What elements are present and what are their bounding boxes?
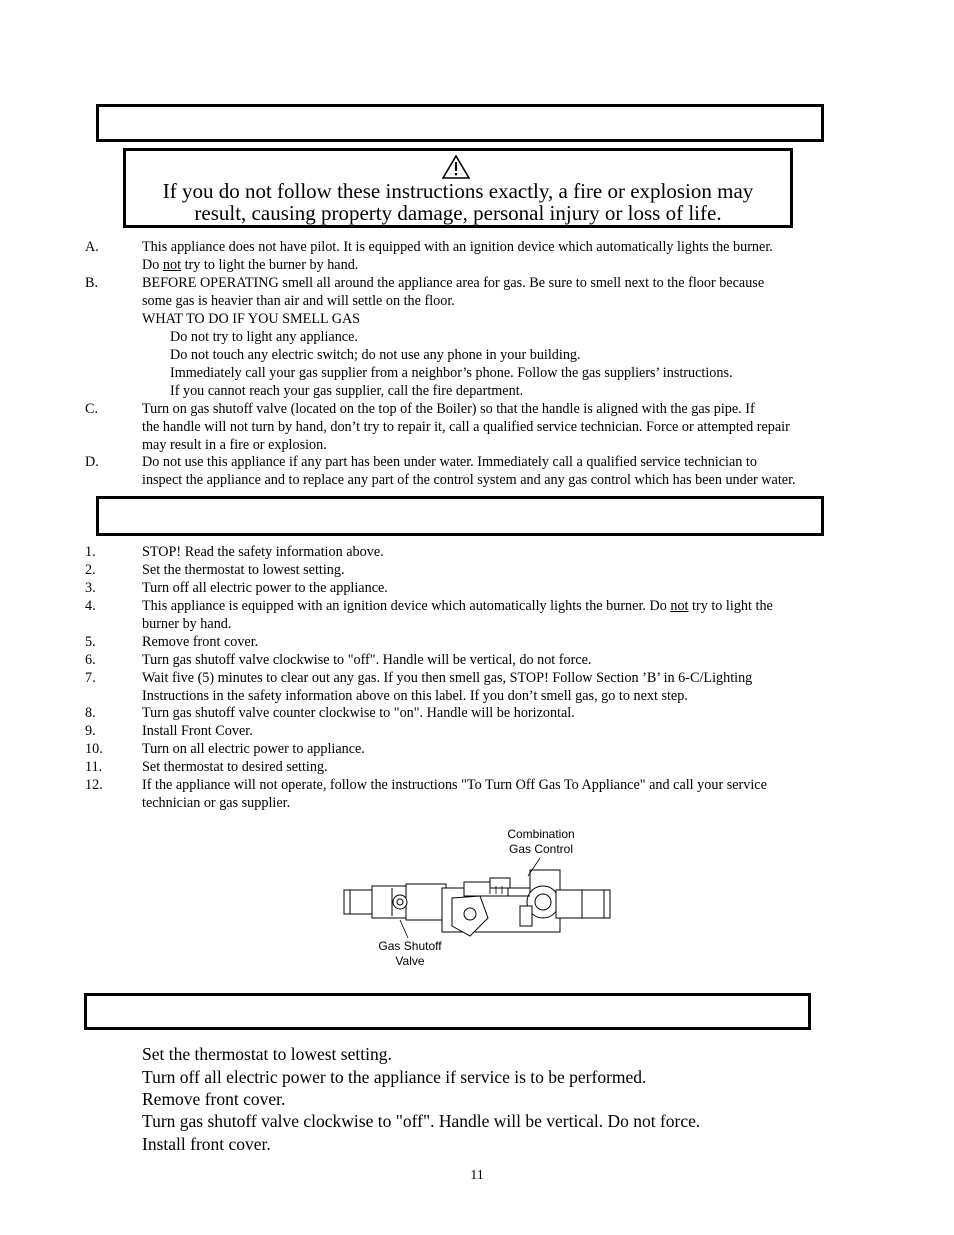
gas-control-figure	[340, 826, 620, 972]
warning-text-line-2: result, causing property damage, personal injury or loss of life.	[194, 201, 722, 225]
warning-box	[123, 148, 793, 228]
warning-triangle-icon	[442, 155, 470, 179]
operating-section-header-box	[96, 496, 824, 536]
page-number: 11	[470, 1168, 484, 1183]
shutoff-step: Remove front cover.	[142, 1089, 286, 1109]
warning-text-line-1: If you do not follow these instructions exactly, a fire or explosion may	[162, 179, 754, 203]
shutoff-step: Set the thermostat to lowest setting.	[142, 1044, 392, 1064]
shutoff-step: Install front cover.	[142, 1134, 271, 1154]
shutoff-section-header-box	[84, 993, 811, 1030]
gas-shutoff-valve-label: Gas Shutoff Valve	[378, 939, 442, 968]
safety-section-header-box	[96, 104, 824, 142]
combination-gas-control-label: Combination Gas Control	[507, 827, 575, 856]
gas-valve-drawing	[340, 826, 620, 972]
shutoff-step: Turn off all electric power to the appliance if service is to be performed.	[142, 1067, 647, 1087]
shutoff-step: Turn gas shutoff valve clockwise to "off". Handle will be vertical. Do not force.	[142, 1111, 701, 1131]
